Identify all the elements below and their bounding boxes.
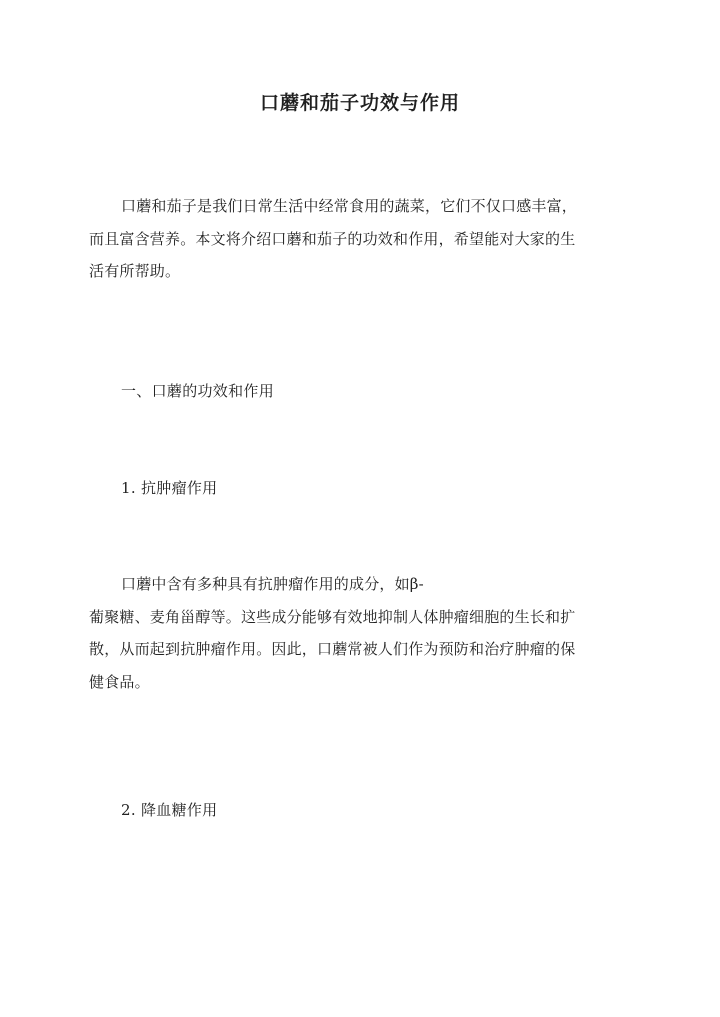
anti-tumor-line: 葡聚糖、麦角甾醇等。这些成分能够有效地抑制人体肿瘤细胞的生长和扩 [89, 607, 576, 626]
intro-line: 而且富含营养。本文将介绍口蘑和茄子的功效和作用，希望能对大家的生 [89, 229, 576, 248]
intro-paragraph [89, 190, 634, 288]
anti-tumor-paragraph [89, 568, 634, 698]
subheading-anti-tumor: 1. 抗肿瘤作用 [121, 479, 218, 497]
document-title: 口蘑和茄子功效与作用 [259, 92, 460, 114]
subheading-blood-sugar: 2. 降血糖作用 [121, 801, 218, 819]
intro-line: 口蘑和茄子是我们日常生活中经常食用的蔬菜，它们不仅口感丰富， [121, 197, 578, 215]
anti-tumor-line: 健食品。 [89, 672, 150, 691]
section-heading-mushroom: 一、口蘑的功效和作用 [121, 382, 275, 400]
intro-line: 活有所帮助。 [89, 262, 181, 280]
anti-tumor-line: 散，从而起到抗肿瘤作用。因此，口蘑常被人们作为预防和治疗肿瘤的保 [89, 640, 576, 658]
anti-tumor-line: 口蘑中含有多种具有抗肿瘤作用的成分，如β- [121, 575, 424, 593]
